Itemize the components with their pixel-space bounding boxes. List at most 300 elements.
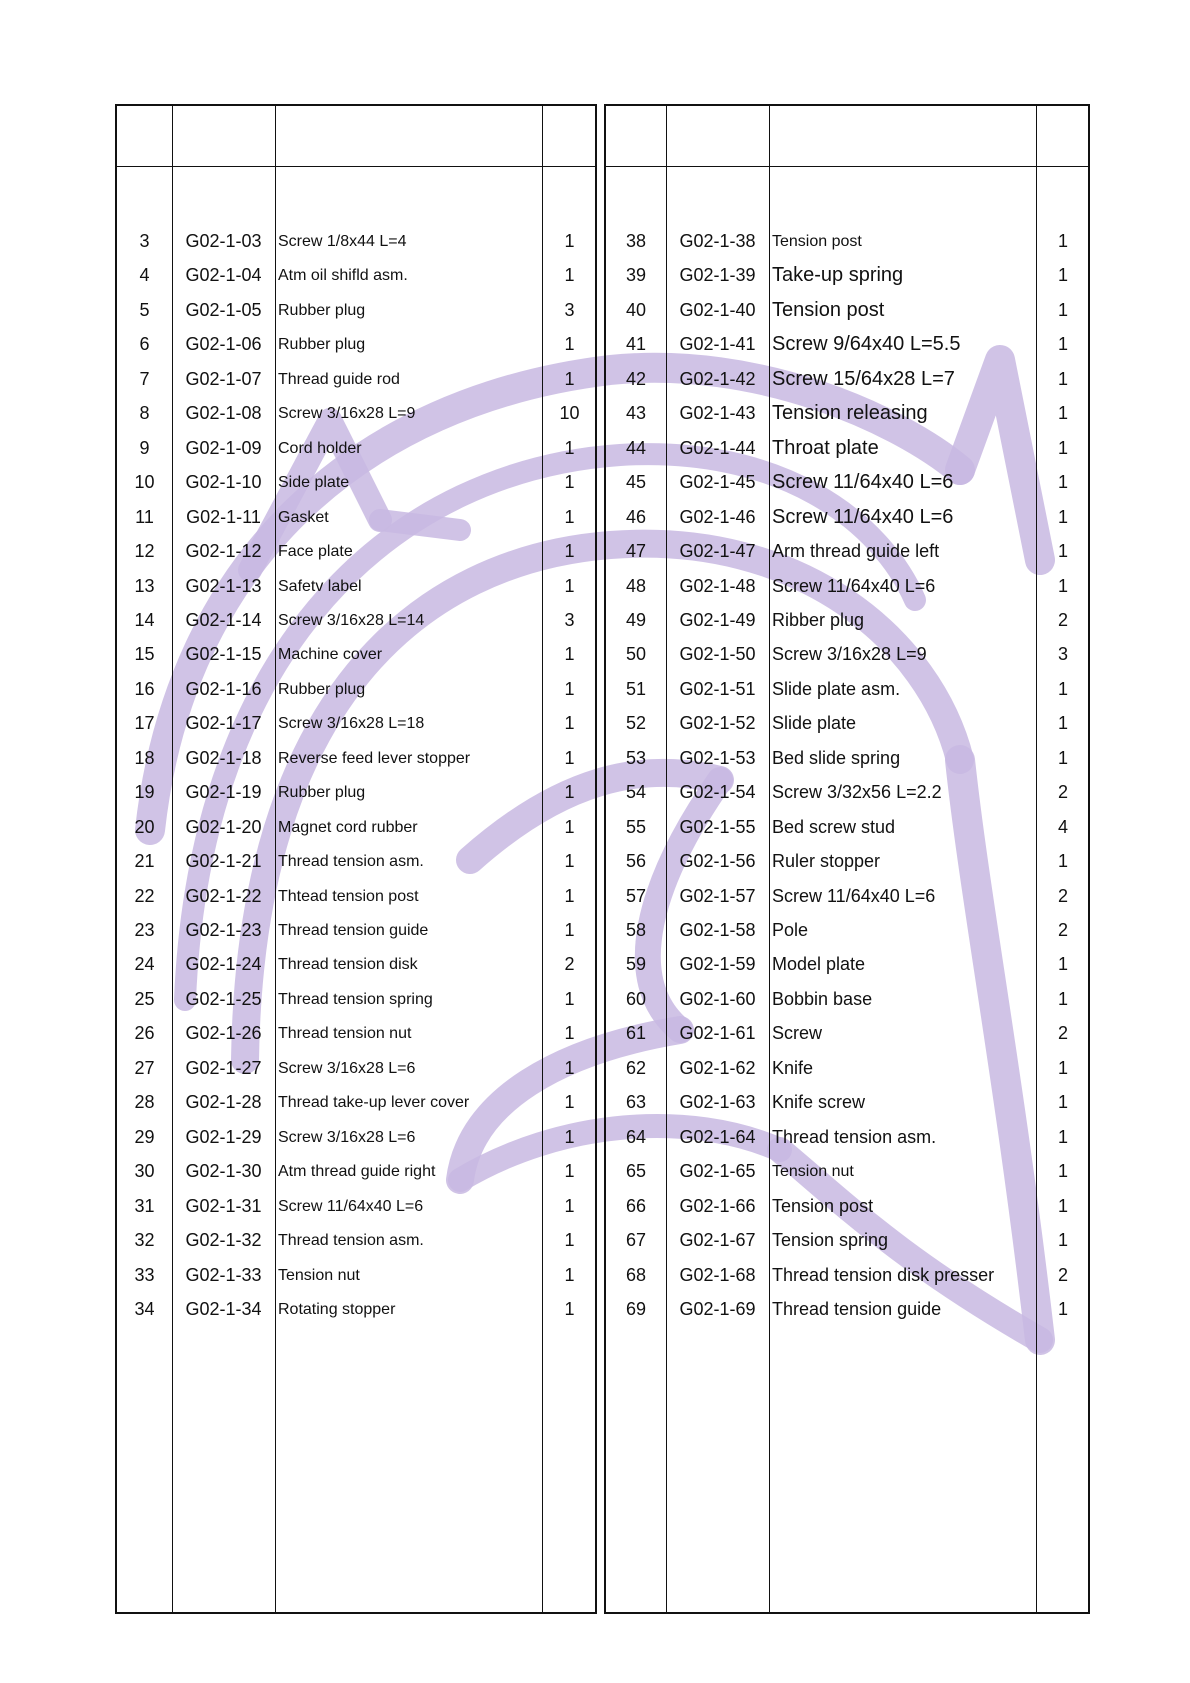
quantity: 1 [564, 1264, 575, 1285]
part-description: Knife [772, 1057, 814, 1078]
parts-table-right [604, 104, 1090, 1614]
part-code: G02-1-53 [679, 747, 756, 768]
part-description: Rubber plug [278, 301, 366, 319]
quantity: 1 [564, 437, 575, 458]
part-description: Ribber plug [772, 609, 865, 630]
quantity: 1 [1057, 988, 1068, 1009]
part-code: G02-1-25 [185, 988, 262, 1009]
quantity: 1 [1057, 334, 1068, 355]
table-row [606, 843, 1088, 880]
part-description: Atm thread guide right [278, 1163, 436, 1181]
part-code: G02-1-65 [679, 1161, 756, 1182]
part-code: G02-1-07 [185, 368, 262, 389]
item-number: 50 [625, 644, 647, 665]
part-description: Screw 3/16x28 L=9 [278, 405, 416, 423]
table-row [606, 292, 1088, 329]
part-description: Screw [772, 1023, 823, 1044]
part-code: G02-1-47 [679, 541, 756, 562]
item-number: 65 [625, 1161, 647, 1182]
quantity: 1 [564, 851, 575, 872]
table-row [117, 1084, 595, 1121]
quantity: 1 [1057, 437, 1068, 458]
item-number: 47 [625, 541, 647, 562]
part-description: Thread tension disk presser [772, 1264, 995, 1285]
part-code: G02-1-28 [185, 1092, 262, 1113]
table-row [606, 464, 1088, 501]
part-description: Magnet cord rubber [278, 818, 418, 836]
part-code: G02-1-40 [679, 299, 756, 320]
quantity: 1 [1057, 368, 1068, 389]
part-description: Screw 15/64x28 L=7 [772, 367, 955, 390]
part-description: Screw 3/16x28 L=6 [278, 1128, 416, 1146]
quantity: 2 [1057, 609, 1068, 630]
part-description: Screw 3/16x28 L=18 [278, 715, 425, 733]
item-number: 28 [134, 1092, 155, 1113]
part-code: G02-1-43 [679, 403, 756, 424]
part-code: G02-1-62 [679, 1057, 756, 1078]
quantity: 1 [564, 782, 575, 803]
item-number: 17 [134, 713, 155, 734]
part-code: G02-1-61 [679, 1023, 756, 1044]
item-number: 19 [134, 782, 155, 803]
part-code: G02-1-24 [185, 954, 262, 975]
part-code: G02-1-50 [679, 644, 756, 665]
quantity: 1 [1057, 575, 1068, 596]
part-code: G02-1-54 [679, 782, 756, 803]
item-number: 33 [134, 1264, 155, 1285]
quantity: 1 [1057, 1195, 1068, 1216]
part-code: G02-1-31 [185, 1195, 262, 1216]
part-code: G02-1-14 [185, 609, 262, 630]
part-code: G02-1-06 [185, 334, 262, 355]
item-number: 9 [139, 437, 150, 458]
quantity: 1 [1057, 713, 1068, 734]
part-description: Thtead tension post [278, 887, 419, 905]
item-number: 15 [134, 644, 155, 665]
part-code: G02-1-60 [679, 988, 756, 1009]
quantity: 2 [1057, 1023, 1068, 1044]
header-divider [606, 166, 1088, 167]
item-number: 54 [625, 782, 647, 803]
item-number: 25 [134, 988, 155, 1009]
item-number: 45 [625, 472, 647, 493]
item-number: 27 [134, 1057, 155, 1078]
quantity: 1 [564, 1230, 575, 1251]
table-row [606, 257, 1088, 294]
table-row [117, 223, 595, 260]
part-code: G02-1-18 [185, 747, 262, 768]
table-row [117, 1015, 595, 1052]
part-description: Cord holder [278, 439, 362, 457]
part-code: G02-1-33 [185, 1264, 262, 1285]
quantity: 2 [1057, 920, 1068, 940]
part-code: G02-1-30 [185, 1161, 262, 1182]
table-row [606, 361, 1088, 398]
item-number: 63 [625, 1092, 647, 1113]
part-code: G02-1-10 [185, 472, 262, 493]
item-number: 21 [134, 851, 155, 872]
item-number: 43 [625, 403, 647, 424]
table-row [117, 705, 595, 742]
quantity: 1 [564, 541, 575, 562]
quantity: 1 [1057, 541, 1068, 562]
item-number: 67 [625, 1230, 647, 1251]
part-code: G02-1-03 [185, 231, 262, 251]
table-row [117, 602, 595, 639]
table-row [606, 740, 1088, 777]
item-number: 57 [625, 885, 647, 906]
part-description: Face plate [278, 543, 353, 561]
part-description: Rubber plug [278, 784, 366, 802]
part-description: Tension post [772, 233, 862, 250]
quantity: 1 [564, 747, 575, 768]
part-description: Screw 3/16x28 L=9 [772, 644, 927, 665]
quantity: 1 [1057, 747, 1068, 768]
item-number: 48 [625, 575, 647, 596]
item-number: 41 [625, 334, 647, 355]
table-row [117, 533, 595, 570]
quantity: 2 [1057, 1264, 1068, 1285]
quantity: 1 [1057, 1230, 1068, 1251]
part-description: Rubber plug [278, 680, 366, 698]
table-row [606, 223, 1088, 260]
item-number: 34 [134, 1298, 155, 1319]
table-row [117, 636, 595, 673]
item-number: 40 [625, 299, 647, 320]
table-row [117, 878, 595, 915]
part-code: G02-1-67 [679, 1230, 756, 1251]
item-number: 66 [625, 1195, 647, 1216]
table-row [117, 1119, 595, 1156]
part-code: G02-1-45 [679, 472, 756, 493]
part-code: G02-1-58 [679, 920, 756, 940]
quantity: 1 [564, 334, 575, 355]
quantity: 1 [1057, 231, 1068, 251]
table-row [606, 1222, 1088, 1259]
table-row [606, 912, 1088, 949]
part-description: Arm thread guide left [772, 541, 940, 562]
quantity: 1 [564, 1298, 575, 1319]
item-number: 51 [625, 678, 647, 699]
quantity: 1 [564, 1023, 575, 1044]
quantity: 1 [1057, 299, 1068, 320]
part-description: Model plate [772, 954, 866, 975]
table-row [606, 705, 1088, 742]
part-description: Pole [772, 920, 809, 940]
table-row [117, 395, 595, 432]
quantity: 1 [1057, 403, 1068, 424]
table-row [117, 1257, 595, 1294]
item-number: 18 [134, 747, 155, 768]
table-row [606, 878, 1088, 915]
quantity: 1 [1057, 1057, 1068, 1078]
part-description: Thread tension spring [278, 990, 433, 1008]
item-number: 44 [625, 437, 647, 458]
table-row [606, 602, 1088, 639]
table-row [606, 774, 1088, 811]
part-code: G02-1-16 [185, 678, 262, 699]
part-description: Machine cover [278, 646, 383, 664]
quantity: 1 [564, 988, 575, 1009]
part-description: Screw 11/64x40 L=6 [278, 1197, 424, 1215]
item-number: 7 [139, 368, 150, 389]
part-description: Screw 11/64x40 L=6 [772, 885, 936, 906]
item-number: 68 [625, 1264, 647, 1285]
table-row [117, 361, 595, 398]
table-row [606, 1257, 1088, 1294]
item-number: 62 [625, 1057, 647, 1078]
part-code: G02-1-68 [679, 1264, 756, 1285]
quantity: 1 [564, 885, 575, 906]
quantity: 1 [1057, 1298, 1068, 1319]
table-row [117, 326, 595, 363]
quantity: 1 [1057, 678, 1068, 699]
part-description: Throat plate [772, 436, 879, 459]
table-row [606, 499, 1088, 536]
item-number: 12 [134, 541, 155, 562]
quantity: 2 [564, 954, 575, 975]
quantity: 1 [564, 1195, 575, 1216]
part-description: Thread tension disk [278, 956, 418, 974]
parts-table-left [115, 104, 597, 1614]
part-description: Thread tension asm. [278, 853, 424, 871]
table-row [117, 671, 595, 708]
table-row [606, 395, 1088, 432]
part-description: Thread tension guide [772, 1298, 942, 1319]
table-row [606, 1119, 1088, 1156]
item-number: 24 [134, 954, 155, 975]
part-description: Tension post [772, 298, 885, 321]
item-number: 3 [139, 231, 150, 251]
part-description: Tension post [772, 1195, 874, 1216]
table-row [606, 636, 1088, 673]
part-code: G02-1-11 [186, 506, 261, 527]
part-code: G02-1-64 [679, 1126, 756, 1147]
part-description: Take-up spring [772, 264, 904, 287]
item-number: 4 [139, 265, 150, 286]
table-row [606, 1050, 1088, 1087]
part-code: G02-1-39 [679, 265, 756, 286]
quantity: 3 [564, 299, 575, 320]
item-number: 46 [625, 506, 647, 527]
part-description: Ruler stopper [772, 851, 881, 872]
item-number: 42 [625, 368, 647, 389]
part-code: G02-1-63 [679, 1092, 756, 1113]
part-code: G02-1-56 [679, 851, 756, 872]
table-row [117, 740, 595, 777]
quantity: 1 [564, 368, 575, 389]
quantity: 1 [564, 575, 575, 596]
part-description: Bobbin base [772, 988, 873, 1009]
part-code: G02-1-27 [185, 1057, 262, 1078]
part-description: Rubber plug [278, 336, 366, 354]
table-row [117, 774, 595, 811]
part-description: Thread guide rod [278, 370, 400, 388]
quantity: 1 [1057, 954, 1068, 975]
part-description: Screw 3/16x28 L=6 [278, 1059, 416, 1077]
item-number: 56 [625, 851, 647, 872]
part-description: Bed screw stud [772, 816, 896, 837]
part-description: Screw 9/64x40 L=5.5 [772, 333, 961, 356]
item-number: 32 [134, 1230, 155, 1251]
quantity: 1 [564, 1057, 575, 1078]
item-number: 26 [134, 1023, 155, 1044]
item-number: 20 [134, 816, 155, 837]
table-row [117, 1050, 595, 1087]
table-row [117, 464, 595, 501]
part-description: Atm oil shifld asm. [278, 267, 408, 285]
table-row [117, 946, 595, 983]
item-number: 8 [139, 403, 150, 424]
part-code: G02-1-05 [185, 299, 262, 320]
part-code: G02-1-51 [679, 678, 756, 699]
table-row [606, 430, 1088, 467]
part-code: G02-1-59 [679, 954, 756, 975]
item-number: 39 [625, 265, 647, 286]
part-description: Reverse feed lever stopper [278, 749, 471, 767]
part-code: G02-1-32 [185, 1230, 262, 1251]
part-description: Side plate [278, 474, 350, 492]
item-number: 16 [134, 678, 155, 699]
part-code: G02-1-52 [679, 713, 756, 734]
item-number: 5 [139, 299, 150, 320]
quantity: 1 [1057, 1126, 1068, 1147]
part-code: G02-1-55 [679, 816, 756, 837]
quantity: 1 [564, 265, 575, 286]
quantity: 1 [564, 713, 575, 734]
part-code: G02-1-34 [185, 1298, 262, 1319]
part-code: G02-1-57 [679, 885, 756, 906]
part-description: Slide plate [772, 713, 857, 734]
part-description: Bed slide spring [772, 747, 901, 768]
quantity: 1 [564, 644, 575, 665]
item-number: 22 [134, 885, 155, 906]
table-row [117, 809, 595, 846]
header-divider [117, 166, 595, 167]
part-code: G02-1-44 [679, 437, 756, 458]
table-row [117, 1153, 595, 1190]
table-row [606, 671, 1088, 708]
table-row [606, 533, 1088, 570]
part-code: G02-1-08 [185, 403, 262, 424]
part-code: G02-1-17 [185, 713, 262, 734]
part-description: Thread tension asm. [278, 1232, 424, 1250]
part-code: G02-1-04 [185, 265, 262, 286]
part-code: G02-1-23 [185, 920, 262, 940]
part-description: Tension nut [772, 1163, 854, 1181]
item-number: 60 [625, 988, 647, 1009]
item-number: 29 [134, 1126, 155, 1147]
table-row [606, 1153, 1088, 1190]
table-row [117, 1222, 595, 1259]
quantity: 1 [564, 506, 575, 527]
item-number: 14 [134, 609, 155, 630]
quantity: 1 [564, 816, 575, 837]
table-row [117, 981, 595, 1018]
quantity: 4 [1057, 816, 1068, 837]
table-row [606, 326, 1088, 363]
quantity: 1 [1057, 265, 1068, 286]
table-row [606, 1291, 1088, 1328]
table-row [606, 1188, 1088, 1225]
table-row [117, 843, 595, 880]
item-number: 13 [134, 575, 155, 596]
table-row [117, 1188, 595, 1225]
quantity: 10 [559, 403, 580, 424]
part-description: Screw 3/32x56 L=2.2 [772, 782, 942, 803]
part-code: G02-1-22 [185, 885, 262, 906]
part-description: Slide plate asm. [772, 678, 901, 699]
quantity: 1 [1057, 506, 1068, 527]
part-description: Thread take-up lever cover [278, 1094, 470, 1112]
table-row [606, 946, 1088, 983]
part-code: G02-1-20 [185, 816, 262, 837]
quantity: 2 [1057, 885, 1068, 906]
quantity: 1 [1057, 472, 1068, 493]
part-description: Tension spring [772, 1230, 889, 1251]
table-row [117, 257, 595, 294]
quantity: 2 [1057, 782, 1068, 803]
item-number: 6 [139, 334, 150, 355]
item-number: 23 [134, 920, 155, 940]
part-code: G02-1-19 [185, 782, 262, 803]
part-code: G02-1-13 [185, 575, 262, 596]
part-code: G02-1-21 [185, 851, 262, 872]
item-number: 53 [625, 747, 647, 768]
item-number: 58 [625, 920, 647, 940]
part-code: G02-1-38 [679, 231, 756, 251]
table-row [606, 1015, 1088, 1052]
part-code: G02-1-15 [185, 644, 262, 665]
part-code: G02-1-46 [679, 506, 756, 527]
table-row [117, 292, 595, 329]
item-number: 49 [625, 609, 647, 630]
quantity: 1 [564, 1161, 575, 1182]
part-description: Thread tension guide [278, 922, 429, 939]
quantity: 1 [1057, 851, 1068, 872]
part-code: G02-1-48 [679, 575, 756, 596]
part-code: G02-1-09 [185, 437, 262, 458]
quantity: 3 [564, 609, 575, 630]
table-row [117, 499, 595, 536]
part-description: Knife screw [772, 1092, 866, 1113]
part-code: G02-1-49 [679, 609, 756, 630]
quantity: 1 [564, 920, 575, 940]
item-number: 10 [134, 472, 155, 493]
table-row [606, 981, 1088, 1018]
part-description: Thread tension asm. [772, 1126, 937, 1147]
item-number: 11 [135, 506, 154, 527]
table-row [606, 1084, 1088, 1121]
table-row [117, 568, 595, 605]
part-code: G02-1-69 [679, 1298, 756, 1319]
quantity: 1 [564, 678, 575, 699]
quantity: 1 [1057, 1161, 1068, 1182]
table-row [117, 912, 595, 949]
quantity: 1 [564, 1092, 575, 1113]
part-description: Rotating stopper [278, 1300, 396, 1318]
part-description: Tension releasing [772, 402, 928, 425]
part-description: Screw 3/16x28 L=14 [278, 611, 425, 629]
part-code: G02-1-29 [185, 1126, 262, 1147]
table-row [606, 809, 1088, 846]
table-row [117, 430, 595, 467]
item-number: 38 [625, 231, 647, 251]
part-description: Thread tension nut [278, 1025, 412, 1043]
part-description: Safetv label [278, 577, 362, 595]
part-description: Gasket [278, 508, 329, 526]
part-description: Screw 11/64x40 L=6 [772, 505, 954, 528]
